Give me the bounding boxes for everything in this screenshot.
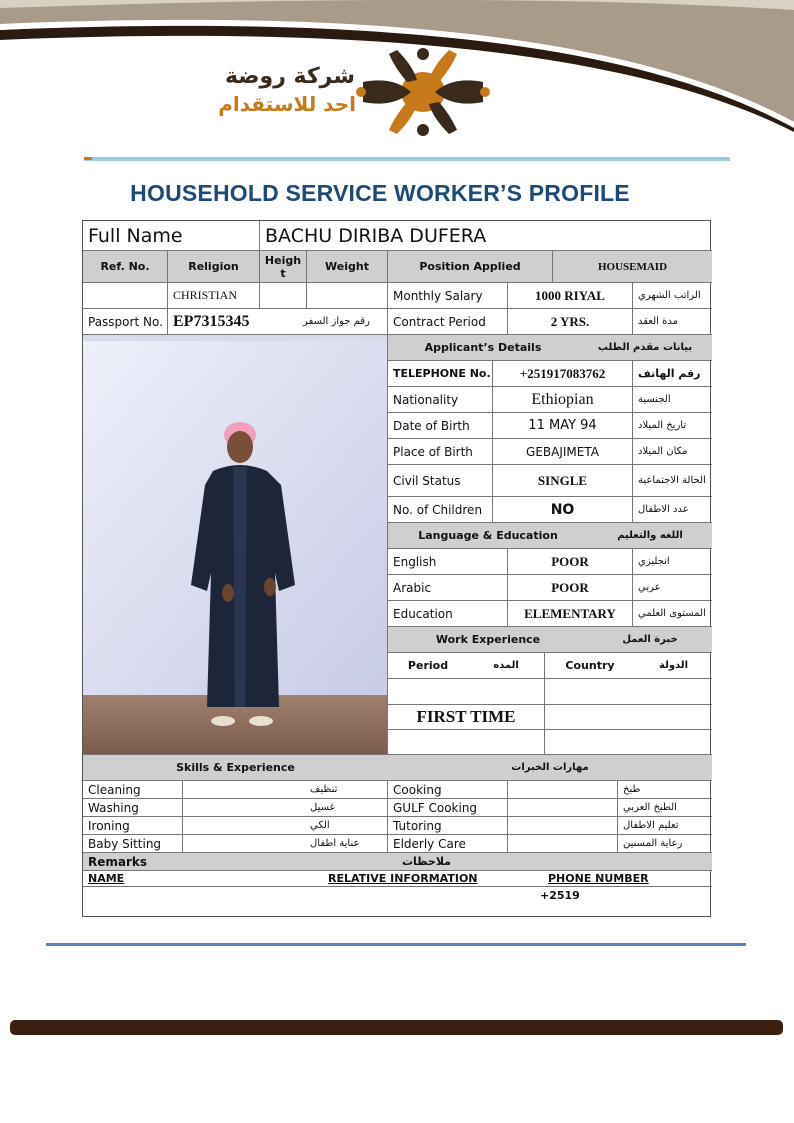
country-column-header-ar: الدولة	[635, 653, 712, 679]
monthly-salary-label: Monthly Salary	[388, 283, 508, 309]
skills-header: Skills & Experience	[83, 755, 388, 781]
monthly-salary-value: 1000 RIYAL	[508, 283, 633, 309]
position-header: Position Applied	[388, 251, 553, 283]
height-header: Heigh t	[260, 251, 307, 283]
work-row-2-country	[545, 705, 712, 730]
english-ar: انجليزي	[633, 549, 712, 575]
english-label: English	[388, 549, 508, 575]
language-education-header-ar: اللغه والتعليم	[588, 523, 712, 549]
country-column-header: Country	[545, 653, 635, 679]
religion-header: Religion	[168, 251, 260, 283]
civil-status-label: Civil Status	[388, 465, 493, 497]
footer-bar	[10, 1020, 783, 1035]
full-name-value: BACHU DIRIBA DUFERA	[260, 221, 712, 251]
dob-value: 11 MAY 94	[493, 413, 633, 439]
language-education-header: Language & Education	[388, 523, 588, 549]
work-experience-header: Work Experience	[388, 627, 588, 653]
height-value	[260, 283, 307, 309]
work-row-3-country	[545, 730, 712, 755]
document-title: HOUSEHOLD SERVICE WORKER’S PROFILE	[130, 180, 630, 206]
telephone-ar: رقم الهاتف	[633, 361, 712, 387]
applicant-details-header-ar: بيانات مقدم الطلب	[578, 335, 712, 361]
remarks-phone-column: PHONE NUMBER	[543, 871, 712, 887]
passport-value: EP7315345	[168, 309, 298, 335]
weight-header: Weight	[307, 251, 388, 283]
skill-cleaning-check	[183, 781, 305, 799]
skill-cooking-check	[508, 781, 618, 799]
skill-washing-check	[183, 799, 305, 817]
work-experience-header-ar: خبرة العمل	[588, 627, 712, 653]
ref-no-value	[83, 283, 168, 309]
skill-cleaning-ar: تنظيف	[305, 781, 388, 799]
applicant-photo	[83, 335, 388, 755]
dob-label: Date of Birth	[388, 413, 493, 439]
pob-value: GEBAJIMETA	[493, 439, 633, 465]
religion-value: CHRISTIAN	[168, 283, 260, 309]
passport-label: Passport No.	[83, 309, 168, 335]
skill-elderly-care: Elderly Care	[388, 835, 508, 853]
nationality-value: Ethiopian	[493, 387, 633, 413]
skill-washing: Washing	[83, 799, 183, 817]
nationality-ar: الجنسية	[633, 387, 712, 413]
remarks-label-ar: ملاحظات	[397, 853, 712, 871]
full-name-label: Full Name	[83, 221, 260, 251]
skills-header-ar: مهارات الخبرات	[388, 755, 712, 781]
period-column-header-ar: المده	[468, 653, 545, 679]
children-value: NO	[493, 497, 633, 523]
company-logo	[185, 42, 505, 142]
contract-period-ar: مدة العقد	[633, 309, 712, 335]
contract-period-value: 2 YRS.	[508, 309, 633, 335]
applicant-details-header: Applicant’s Details	[388, 335, 578, 361]
skill-baby-sitting-ar: عناية اطفال	[305, 835, 388, 853]
footer-rule	[46, 943, 746, 946]
work-row-3-period	[388, 730, 545, 755]
company-name-line1: شركة روضة	[224, 64, 355, 89]
skill-tutoring-ar: تعليم الاطفال	[618, 817, 712, 835]
pob-ar: مكان الميلاد	[633, 439, 712, 465]
remarks-phone-value: +2519	[540, 888, 580, 902]
arabic-ar: عربي	[633, 575, 712, 601]
skill-elderly-care-check	[508, 835, 618, 853]
company-name-line2: احد للاستقدام	[218, 92, 356, 116]
skill-tutoring-check	[508, 817, 618, 835]
profile-form	[82, 220, 711, 917]
remarks-name-column: NAME	[83, 871, 323, 887]
position-value: HOUSEMAID	[553, 251, 712, 283]
applicant-photo-image	[83, 335, 388, 755]
pob-label: Place of Birth	[388, 439, 493, 465]
civil-status-value: SINGLE	[493, 465, 633, 497]
skill-gulf-cooking-check	[508, 799, 618, 817]
children-ar: عدد الاطفال	[633, 497, 712, 523]
arabic-label: Arabic	[388, 575, 508, 601]
telephone-value: +251917083762	[493, 361, 633, 387]
arabic-value: POOR	[508, 575, 633, 601]
dob-ar: تاريخ الميلاد	[633, 413, 712, 439]
skill-baby-sitting-check	[183, 835, 305, 853]
nationality-label: Nationality	[388, 387, 493, 413]
english-value: POOR	[508, 549, 633, 575]
skill-washing-ar: غسيل	[305, 799, 388, 817]
remarks-label: Remarks	[83, 853, 397, 871]
ref-no-header: Ref. No.	[83, 251, 168, 283]
children-label: No. of Children	[388, 497, 493, 523]
skill-ironing-check	[183, 817, 305, 835]
skill-cooking: Cooking	[388, 781, 508, 799]
contract-period-label: Contract Period	[388, 309, 508, 335]
monthly-salary-ar: الراتب الشهري	[633, 283, 712, 309]
skill-gulf-cooking: GULF Cooking	[388, 799, 508, 817]
skill-ironing-ar: الكي	[305, 817, 388, 835]
work-row-1-country	[545, 679, 712, 705]
logo-emblem-icon	[353, 46, 493, 138]
skill-elderly-care-ar: رعاية المسنين	[618, 835, 712, 853]
passport-ar: رقم جواز السفر	[298, 309, 388, 335]
weight-value	[307, 283, 388, 309]
civil-status-ar: الحالة الاجتماعية	[633, 465, 712, 497]
telephone-label: TELEPHONE No.	[388, 361, 493, 387]
skill-ironing: Ironing	[83, 817, 183, 835]
title-rule-accent	[84, 157, 92, 160]
education-value: ELEMENTARY	[508, 601, 633, 627]
skill-tutoring: Tutoring	[388, 817, 508, 835]
skill-cooking-ar: طبخ	[618, 781, 712, 799]
education-ar: المستوى العلمي	[633, 601, 712, 627]
education-label: Education	[388, 601, 508, 627]
work-row-1-period	[388, 679, 545, 705]
skill-gulf-cooking-ar: الطبخ العربي	[618, 799, 712, 817]
skill-baby-sitting: Baby Sitting	[83, 835, 183, 853]
period-column-header: Period	[388, 653, 468, 679]
skill-cleaning: Cleaning	[83, 781, 183, 799]
work-entry-first-time: FIRST TIME	[388, 705, 545, 730]
title-rule	[84, 157, 730, 161]
remarks-relative-column: RELATIVE INFORMATION	[323, 871, 543, 887]
